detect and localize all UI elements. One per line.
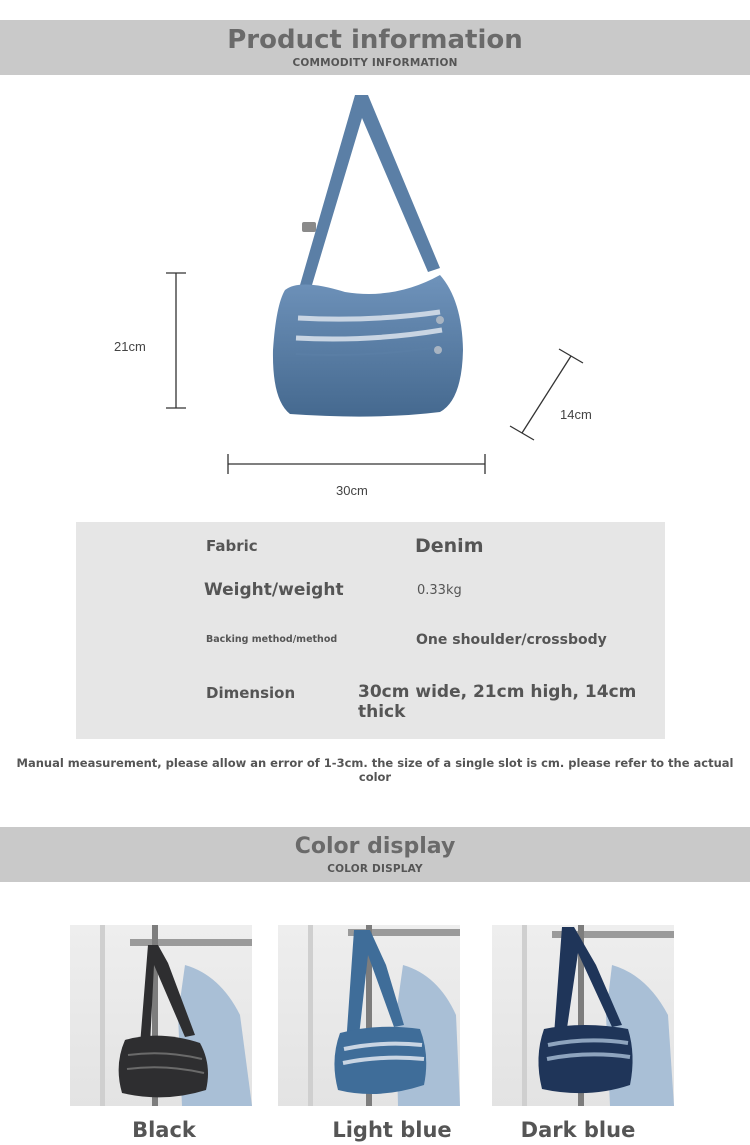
- weight-label: Weight/weight: [204, 580, 344, 600]
- color-label-black: Black: [132, 1118, 196, 1142]
- fabric-value: Denim: [415, 535, 484, 557]
- color-display-title: Color display: [294, 834, 456, 859]
- color-swatch-dark-blue[interactable]: [492, 925, 674, 1106]
- color-display-subtitle: COLOR DISPLAY: [327, 863, 423, 875]
- weight-value: 0.33kg: [417, 583, 462, 598]
- dimension-label: Dimension: [206, 684, 296, 702]
- color-swatch-light-blue[interactable]: [278, 925, 460, 1106]
- dark-blue-bag-image: [492, 925, 674, 1106]
- depth-label: 14cm: [560, 407, 592, 422]
- depth-dimension-line: [510, 349, 583, 440]
- color-label-light-blue: Light blue: [332, 1118, 452, 1142]
- spec-table: [76, 522, 665, 739]
- color-display-header: [0, 827, 750, 882]
- width-dimension-line: [228, 454, 485, 474]
- bag-body: [273, 275, 463, 417]
- product-info-subtitle: COMMODITY INFORMATION: [292, 57, 458, 69]
- measurement-note: Manual measurement, please allow an error of 1-3cm. the size of a single slot is cm. please refer to the actual color: [16, 756, 734, 784]
- light-blue-bag-image: [278, 925, 460, 1106]
- product-info-title: Product information: [227, 25, 523, 55]
- height-label: 21cm: [114, 339, 146, 354]
- backing-label: Backing method/method: [206, 634, 338, 645]
- fabric-label: Fabric: [206, 537, 258, 555]
- bag-strap: [300, 95, 440, 285]
- color-swatch-black[interactable]: [70, 925, 252, 1106]
- bag-dimension-illustration: [0, 80, 750, 510]
- width-label: 30cm: [336, 483, 368, 498]
- product-info-header: [0, 20, 750, 75]
- height-dimension-line: [166, 273, 186, 408]
- color-label-dark-blue: Dark blue: [520, 1118, 636, 1142]
- black-bag-image: [70, 925, 252, 1106]
- backing-value: One shoulder/crossbody: [416, 632, 607, 648]
- dimension-value: 30cm wide, 21cm high, 14cm thick: [358, 682, 637, 722]
